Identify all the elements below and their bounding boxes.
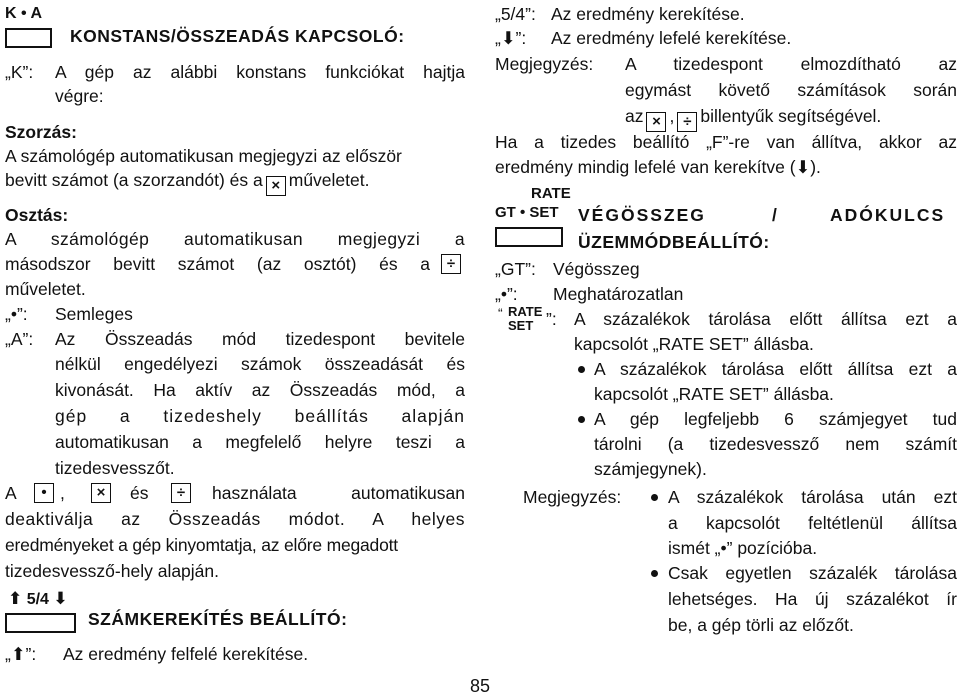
- rounding-switch-icon: [5, 613, 76, 633]
- rs-line2: kapcsolót „RATE SET” állásba.: [574, 334, 814, 354]
- rs-rate: RATE: [508, 304, 543, 319]
- note1-comma: ,: [669, 106, 675, 126]
- para-comma: ,: [60, 483, 65, 503]
- note2-b1-line1: A százalékok tárolása után ezt: [668, 487, 957, 507]
- bullet-icon: [651, 570, 658, 577]
- para-line3: eredményeket a gép kinyomtatja, az előre megadott: [5, 535, 398, 555]
- gt-set-label: GT • SET: [495, 204, 559, 221]
- rs-set: SET: [508, 318, 534, 333]
- round-label-text: 5/4: [26, 591, 49, 608]
- gt-heading-slash: /: [772, 205, 778, 225]
- r54-text: Az eredmény kerekítése.: [551, 4, 745, 24]
- gt-heading-a: VÉGÖSSZEG: [578, 205, 706, 225]
- note2-b2-line1: Csak egyetlen százalék tárolása: [668, 563, 957, 583]
- divide-key-icon-2: ÷: [171, 483, 191, 503]
- dot-text-r: Meghatározatlan: [553, 284, 684, 304]
- gt-heading-c: ADÓKULCS: [830, 205, 946, 225]
- para-line4: tizedesvessző-hely alapján.: [5, 561, 220, 581]
- note2-b2-line2: lehetséges. Ha új százalékot ír: [668, 589, 957, 609]
- note1-line3b: billentyűk segítségével.: [700, 106, 882, 126]
- bullet-icon: [578, 366, 585, 373]
- para-a: A: [5, 483, 17, 503]
- konstans-heading: KONSTANS/ÖSSZEADÁS KAPCSOLÓ:: [70, 26, 405, 46]
- note1-az: az: [625, 106, 644, 126]
- note1-line1: A tizedespont elmozdítható az: [625, 54, 957, 74]
- bullet-icon: [578, 416, 585, 423]
- arrow-up-icon: ⬆: [8, 589, 23, 608]
- round-label: [8, 589, 68, 609]
- multiply-key-icon-2: ×: [91, 483, 111, 503]
- arrow-down-icon: ⬇: [53, 589, 68, 608]
- ka-switch-icon: [5, 28, 52, 48]
- a-line6: tizedesvesszőt.: [55, 458, 175, 478]
- down-prefix: „⬇”:: [495, 28, 527, 48]
- k-line1: A gép az alábbi konstans funkciókat hajtja: [55, 62, 465, 82]
- a-line2: nélkül engedélyezi számok összeadását és: [55, 354, 465, 374]
- mult-line2a: bevitt számot (a szorzandót) és a: [5, 170, 263, 190]
- mult-line1: A számológép automatikusan megjegyzi az először: [5, 146, 402, 166]
- gt-rate-switch-icon: [495, 227, 563, 247]
- multiply-key-icon-3: ×: [646, 112, 666, 132]
- para-es: és: [130, 483, 149, 503]
- div-line2: másodszor bevitt számot (az osztót) és a: [5, 254, 430, 274]
- rs-b1-line2: kapcsolót „RATE SET” állásba.: [594, 384, 834, 404]
- decimal-point-key-icon: •: [34, 483, 54, 503]
- a-line4: gép a tizedeshely beállítás alapján: [55, 406, 465, 426]
- f-line1: Ha a tizedes beállító „F”-re van állítva, akkor az: [495, 132, 957, 152]
- dot-prefix: „•”:: [5, 304, 28, 324]
- multiply-key-icon: ×: [266, 176, 286, 196]
- div-line1: A számológép automatikusan megjegyzi a: [5, 229, 465, 249]
- note2-b1-line3: ismét „•” pozícióba.: [668, 538, 818, 558]
- a-prefix: „A”:: [5, 329, 34, 349]
- dot-prefix-r: „•”:: [495, 284, 518, 304]
- up-text: Az eredmény felfelé kerekítése.: [63, 644, 309, 664]
- mult-line2b: műveletet.: [288, 170, 370, 190]
- f-line2: eredmény mindig lefelé van kerekítve (⬇).: [495, 157, 821, 177]
- divide-key-icon: ÷: [441, 254, 461, 274]
- round-heading: SZÁMKEREKÍTÉS BEÁLLÍTÓ:: [88, 609, 348, 629]
- mult-title: Szorzás:: [5, 122, 77, 142]
- rs-b2-line2: tárolni (a tizedesvessző nem számít: [594, 434, 957, 454]
- divide-key-icon-3: ÷: [677, 112, 697, 132]
- rs-q-close: ”:: [546, 309, 557, 329]
- para-rest1: használata automatikusan: [212, 483, 465, 503]
- k-prefix: „K”:: [5, 62, 34, 82]
- bullet-icon: [651, 494, 658, 501]
- gt-prefix: „GT”:: [495, 259, 536, 279]
- rs-b2-line1: A gép legfeljebb 6 számjegyet tud: [594, 409, 957, 429]
- mult-line2: [5, 168, 369, 196]
- r54-prefix: „5/4”:: [495, 4, 536, 24]
- gt-heading-l2: ÜZEMMÓDBEÁLLÍTÓ:: [578, 232, 770, 252]
- note1-label: Megjegyzés:: [495, 54, 594, 74]
- switch-label-ka: K • A: [5, 5, 43, 22]
- a-line3: kivonását. Ha aktív az Összeadás mód, a: [55, 380, 465, 400]
- rs-b2-line3: számjegynek).: [594, 459, 707, 479]
- rs-b1-line1: A százalékok tárolása előtt állítsa ezt a: [594, 359, 957, 379]
- rate-label: RATE: [531, 185, 571, 202]
- note1-line2: egymást követő számítások során: [625, 80, 957, 100]
- up-prefix: „⬆”:: [5, 644, 37, 664]
- div-title: Osztás:: [5, 205, 69, 225]
- dot-text: Semleges: [55, 304, 133, 324]
- page-number: 85: [470, 676, 491, 696]
- note1-line3: [625, 104, 881, 132]
- a-line5: automatikusan a megfelelő helyre teszi a: [55, 432, 465, 452]
- div-line3: műveletet.: [5, 279, 86, 299]
- rs-line1: A százalékok tárolása előtt állítsa ezt a: [574, 309, 957, 329]
- note2-b2-line3: be, a gép törli az előzőt.: [668, 615, 854, 635]
- k-line2: végre:: [55, 86, 104, 106]
- para-line2: deaktiválja az Összeadás módot. A helyes: [5, 509, 465, 529]
- rs-q-open: “: [498, 305, 503, 321]
- down-text: Az eredmény lefelé kerekítése.: [551, 28, 792, 48]
- gt-text: Végösszeg: [553, 259, 640, 279]
- a-line1: Az Összeadás mód tizedespont bevitele: [55, 329, 465, 349]
- note2-label: Megjegyzés:: [523, 487, 622, 507]
- note2-b1-line2: a kapcsolót feltétlenül állítsa: [668, 513, 957, 533]
